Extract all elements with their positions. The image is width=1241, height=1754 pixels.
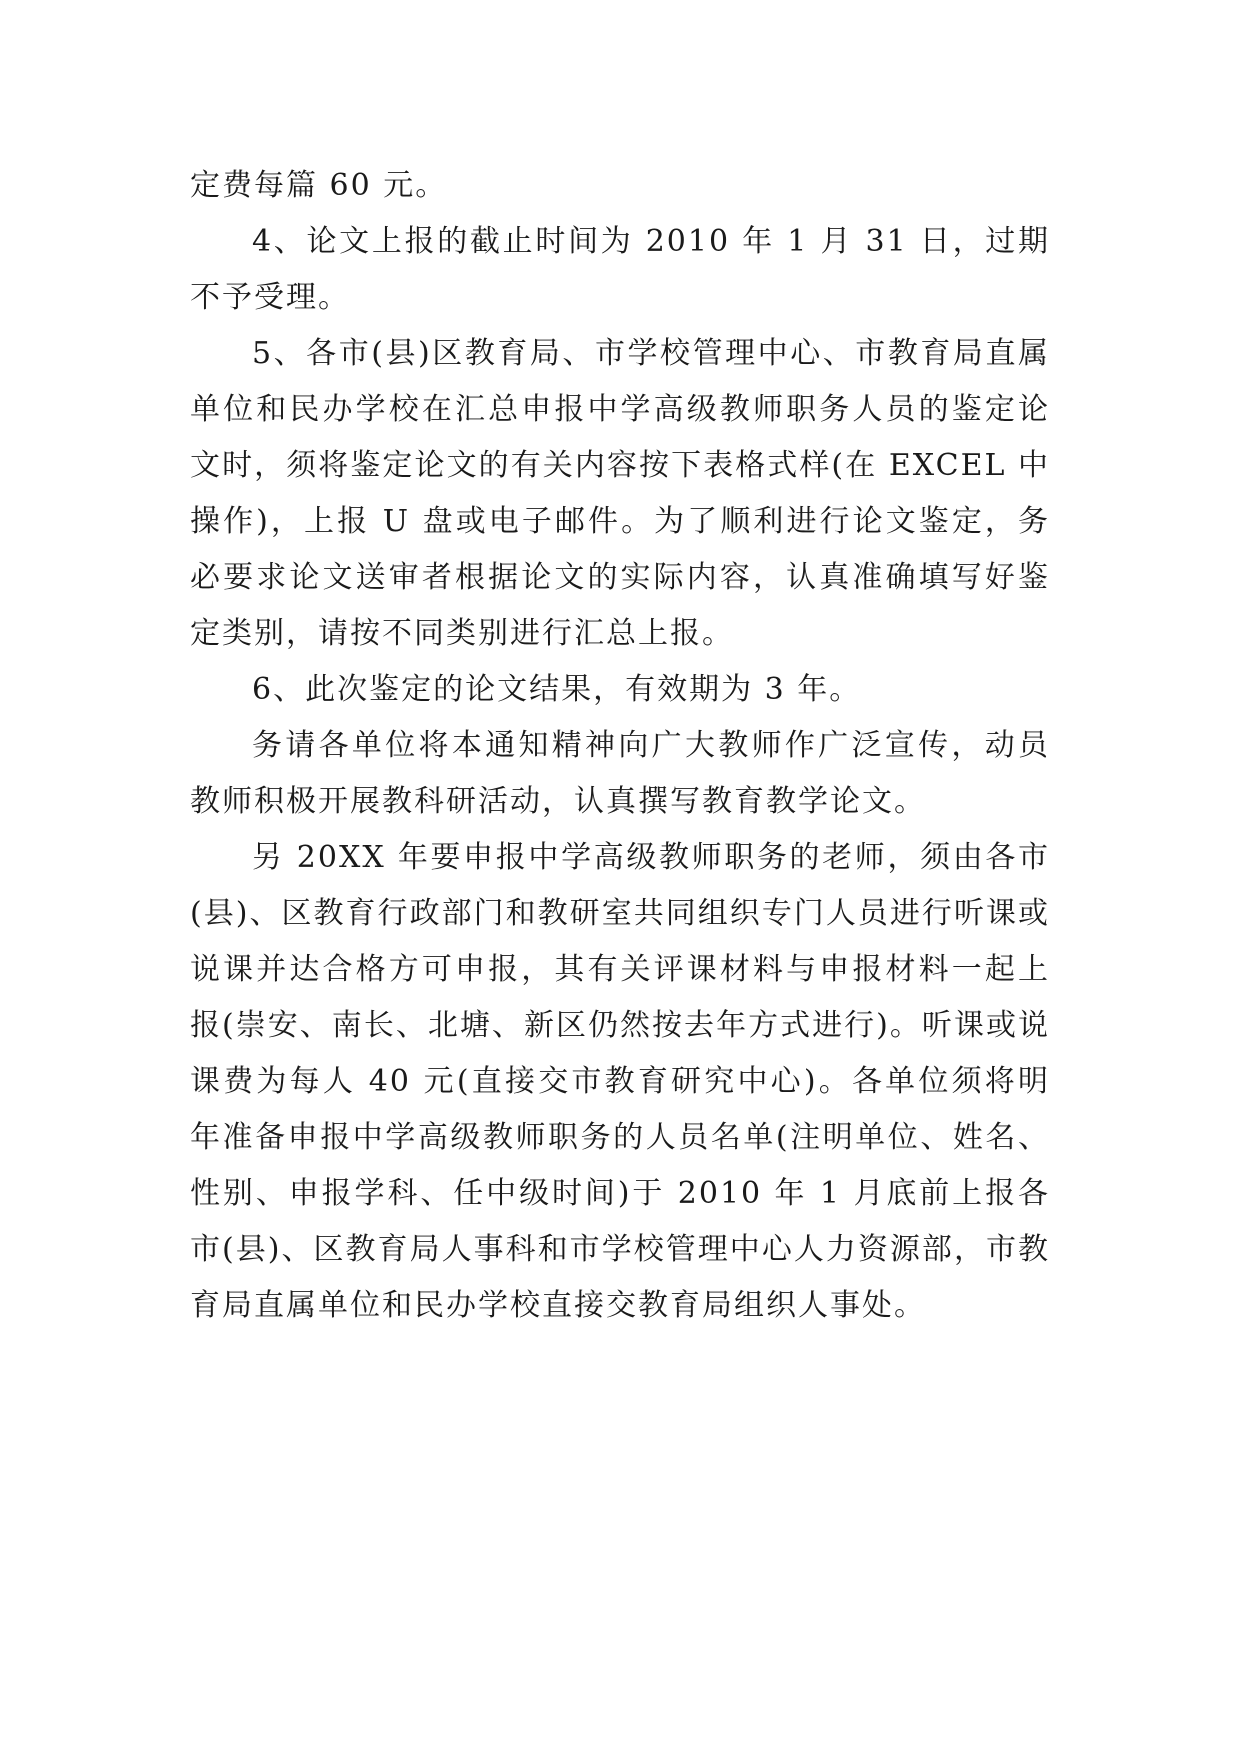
- paragraph-publicity-request: 务请各单位将本通知精神向广大教师作广泛宣传，动员教师积极开展教科研活动，认真撰写教育教学论文。: [190, 728, 1050, 819]
- paragraph-item-6-validity: 6、此次鉴定的论文结果，有效期为 3 年。: [252, 672, 862, 707]
- paragraph-item-5-submission: 5、各市(县)区教育局、市学校管理中心、市教育局直属单位和民办学校在汇总申报中学高级教师职务人员的鉴定论文时，须将鉴定论文的有关内容按下表格式样(在 EXCEL 中操作)，上报 U 盘或电子邮件。为了顺利进行论文鉴定，务必要求论文送审者根据论文的实际内容，认真准确填写好鉴定类别，请按不同类别进行汇总上报。: [190, 336, 1050, 651]
- paragraph-item-4-deadline: 4、论文上报的截止时间为 2010 年 1 月 31 日，过期不予受理。: [190, 224, 1050, 315]
- document-body: [190, 158, 1050, 1334]
- paragraph-lecture-evaluation: 另 20XX 年要申报中学高级教师职务的老师，须由各市(县)、区教育行政部门和教研室共同组织专门人员进行听课或说课并达合格方可申报，其有关评课材料与申报材料一起上报(崇安、南长、北塘、新区仍然按去年方式进行)。听课或说课费为每人 40 元(直接交市教育研究中心)。各单位须将明年准备申报中学高级教师职务的人员名单(注明单位、姓名、性别、申报学科、任中级时间)于 2010 年 1 月底前上报各市(县)、区教育局人事科和市学校管理中心人力资源部，市教育局直属单位和民办学校直接交教育局组织人事处。: [190, 840, 1050, 1323]
- paragraph-fee-continuation: 定费每篇 60 元。: [190, 168, 448, 203]
